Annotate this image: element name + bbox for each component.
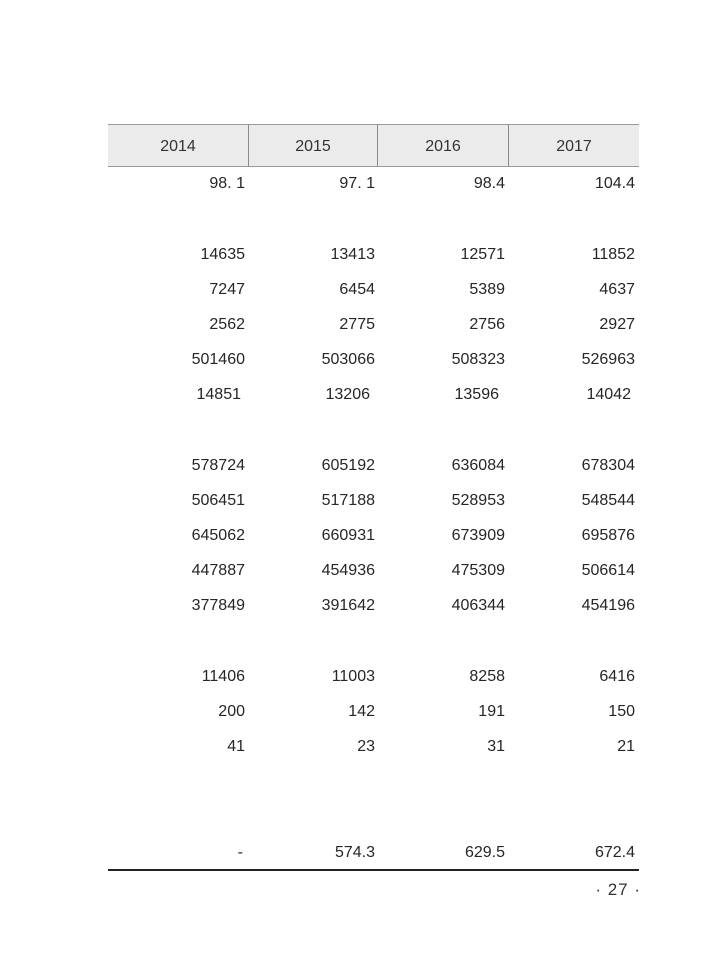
- table-cell: 2756: [469, 316, 505, 333]
- table-cell: 447887: [191, 562, 245, 579]
- table-cell: 13413: [330, 246, 375, 263]
- table-cell: 406344: [451, 597, 505, 614]
- table-cell: 4637: [599, 281, 635, 298]
- table-cell: 2562: [209, 316, 245, 333]
- table-cell: 6454: [339, 281, 375, 298]
- year-header-2015: 2015: [295, 138, 331, 155]
- table-cell: 13596: [454, 386, 499, 403]
- table-row: [0, 559, 711, 583]
- table-cell: 636084: [451, 457, 505, 474]
- table-cell: 11003: [331, 668, 375, 685]
- table-cell: 391642: [321, 597, 375, 614]
- table-row: [0, 243, 711, 267]
- table-cell: 2927: [599, 316, 635, 333]
- table-row: [0, 383, 711, 407]
- table-cell: 150: [608, 703, 635, 720]
- table-cell: 13206: [325, 386, 370, 403]
- table-cell: 672.4: [594, 844, 635, 861]
- table-cell: 97. 1: [339, 175, 375, 192]
- table-cell: 629.5: [464, 844, 505, 861]
- table-cell: 673909: [451, 527, 505, 544]
- year-header-2017: 2017: [556, 138, 592, 155]
- table-cell: 5389: [469, 281, 505, 298]
- table-row: [0, 700, 711, 724]
- table-cell: 12571: [460, 246, 505, 263]
- table-row: [0, 841, 711, 865]
- table-cell: 11852: [591, 246, 635, 263]
- table-cell: 678304: [581, 457, 635, 474]
- table-cell: 7247: [209, 281, 245, 298]
- table-header: [108, 124, 639, 167]
- table-cell: 517188: [321, 492, 375, 509]
- table-cell: 6416: [599, 668, 635, 685]
- table-cell: 506614: [581, 562, 635, 579]
- table-cell: 2775: [339, 316, 375, 333]
- table-row: [0, 454, 711, 478]
- table-cell: 695876: [581, 527, 635, 544]
- table-row: [0, 735, 711, 759]
- table-cell: 503066: [321, 351, 375, 368]
- table-cell: 104.4: [594, 175, 635, 192]
- table-bottom-rule: [108, 869, 639, 871]
- table-cell: 98. 1: [209, 175, 245, 192]
- table-cell: 377849: [191, 597, 245, 614]
- table-cell: 142: [348, 703, 375, 720]
- table-cell: 14635: [200, 246, 245, 263]
- table-row: [0, 489, 711, 513]
- table-cell: 578724: [191, 457, 245, 474]
- table-cell: 506451: [191, 492, 245, 509]
- table-cell: 31: [487, 738, 505, 755]
- page-number: · 27 ·: [595, 880, 641, 899]
- table-row: [0, 278, 711, 302]
- table-cell: 660931: [321, 527, 375, 544]
- table-row: [0, 313, 711, 337]
- year-header-2016: 2016: [425, 138, 461, 155]
- table-cell: 454196: [581, 597, 635, 614]
- table-cell: 21: [617, 738, 635, 755]
- table-cell: 528953: [451, 492, 505, 509]
- table-cell: -: [237, 844, 243, 861]
- table-cell: 8258: [469, 668, 505, 685]
- table-cell: 501460: [191, 351, 245, 368]
- table-cell: 14042: [586, 386, 631, 403]
- table-cell: 645062: [191, 527, 245, 544]
- table-cell: 574.3: [334, 844, 375, 861]
- table-cell: 548544: [581, 492, 635, 509]
- table-cell: 11406: [201, 668, 245, 685]
- table-row: [0, 665, 711, 689]
- table-cell: 14851: [196, 386, 241, 403]
- table-row: [0, 594, 711, 618]
- table-cell: 23: [357, 738, 375, 755]
- table-cell: 200: [218, 703, 245, 720]
- table-row: [0, 348, 711, 372]
- table-cell: 475309: [451, 562, 505, 579]
- table-cell: 98.4: [473, 175, 505, 192]
- table-cell: 605192: [321, 457, 375, 474]
- table-row: [0, 524, 711, 548]
- table-row: [0, 172, 711, 196]
- table-cell: 191: [478, 703, 505, 720]
- table-cell: 508323: [451, 351, 505, 368]
- year-header-2014: 2014: [160, 138, 196, 155]
- table-cell: 526963: [581, 351, 635, 368]
- table-cell: 454936: [321, 562, 375, 579]
- table-cell: 41: [227, 738, 245, 755]
